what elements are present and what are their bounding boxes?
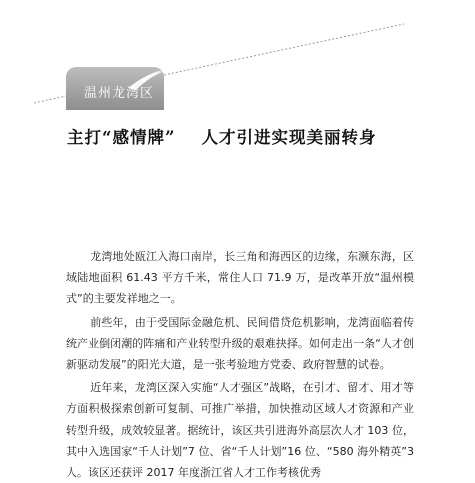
paragraph: 近年来，龙湾区深入实施“人才强区”战略，在引才、留才、用才等方面积极探索创新可复制、可推广举措，加快推动区域人才资源和产业转型升级，成效较显著。据统计，该区共引进海外高层次人才 103 位，其中入选国家“千人计划”7 位、省“千人计划”16 位、“580 海外精英”3 人。该区还获评 2017 年度浙江省人才工作考核优秀	[66, 381, 414, 480]
headline-part-2: 人才引进实现美丽转身	[201, 128, 377, 147]
article-body	[66, 246, 414, 483]
article-headline	[67, 124, 376, 148]
section-label: 温州龙湾区	[84, 86, 155, 101]
paragraph: 前些年，由于受国际金融危机、民间借贷危机影响，龙湾面临着传统产业倒闭潮的阵痛和产业转型升级的艰难抉择。如何走出一条“人才创新驱动发展”的阳光大道，是一张考验地方党委、政府智慧的试卷。	[66, 315, 414, 372]
headline-part-1: 主打“感情牌”	[67, 128, 176, 147]
paragraph: 龙湾地处瓯江入海口南岸，长三角和海西区的边缘，东濒东海，区域陆地面积 61.43 平方千米，常住人口 71.9 万，是改革开放“温州模式”的主要发祥地之一。	[66, 250, 414, 306]
